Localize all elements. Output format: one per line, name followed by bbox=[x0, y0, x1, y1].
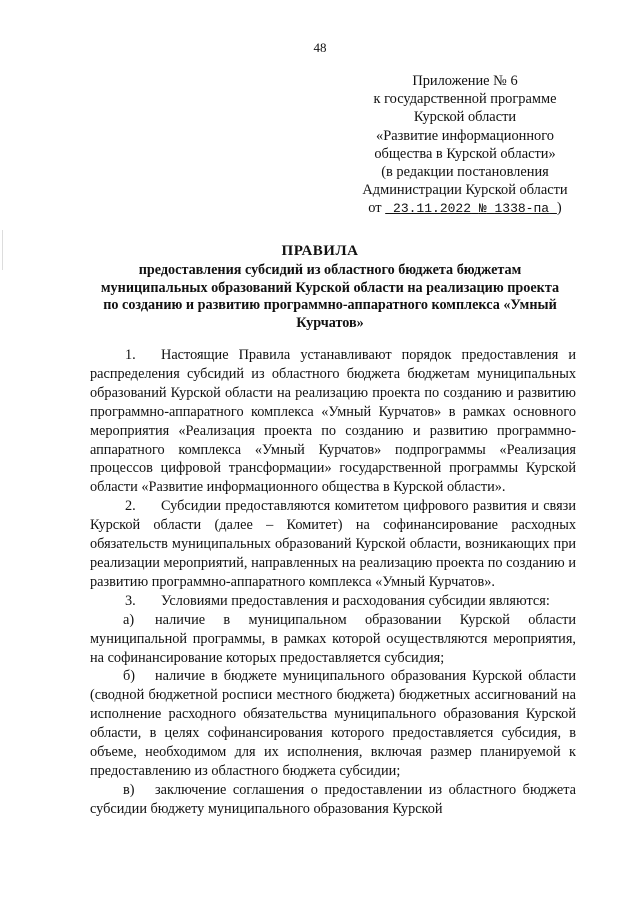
closing-paren: ) bbox=[556, 200, 562, 217]
subtitle-line: предоставления субсидий из областного бюджета бюджетам bbox=[138, 262, 522, 278]
page-number: 48 bbox=[313, 40, 327, 55]
date-prefix: от bbox=[368, 200, 382, 217]
number-prefix: № bbox=[478, 201, 487, 217]
subtitle-line: Курчатов» bbox=[296, 314, 364, 331]
appendix-line: к государственной программе bbox=[373, 91, 557, 108]
subparagraph-v bbox=[90, 781, 576, 819]
paragraph-marker: 2. bbox=[125, 498, 136, 515]
paragraph-1 bbox=[90, 346, 576, 497]
appendix-header bbox=[330, 72, 600, 219]
appendix-line: «Развитие информационного bbox=[376, 127, 554, 144]
subtitle-line: муниципальных образований Курской области на реализацию проекта bbox=[100, 279, 560, 296]
paragraph-text: Условиями предоставления и расходования субсидии являются: bbox=[161, 592, 550, 609]
subparagraph-text: наличие в бюджете муниципального образования Курской области (сводной бюджетной росписи местного бюджета) бюджетных ассигнований на исполнение расходного обязательства муниципального образования Курской области, в целях софинансирования которого предоставляется субсидия, в объеме, необходимом для их исполнения, включая размер планируемой к предоставлению из областного бюджета субсидии; bbox=[90, 668, 576, 779]
subparagraph-marker: б) bbox=[123, 668, 136, 685]
document-title: ПРАВИЛА bbox=[281, 243, 359, 259]
subparagraph-text: наличие в муниципальном образовании Курской области муниципальной программы, в рамках которой осуществляются мероприятия, на софинансирование которых предоставляется субсидия; bbox=[90, 611, 576, 666]
paragraph-2 bbox=[90, 497, 576, 592]
number-value: 1338-па bbox=[494, 201, 550, 217]
subparagraph-marker: в) bbox=[123, 781, 135, 798]
appendix-line: Администрации Курской области bbox=[362, 182, 568, 199]
appendix-line: общества в Курской области» bbox=[374, 145, 556, 162]
paragraph-text: Субсидии предоставляются комитетом цифрового развития и связи Курской области (далее – Комитет) на софинансирование расходных обязательств муниципальных образований Курской области, возникающих при реализации мероприятий, направленных на реализацию проекта по созданию и развитию программно-аппаратного комплекса «Умный Курчатов». bbox=[90, 498, 576, 590]
appendix-line: Приложение № 6 bbox=[412, 73, 518, 89]
subtitle-line: по созданию и развитию программно-аппаратного комплекса «Умный bbox=[103, 297, 557, 313]
subparagraph-a bbox=[90, 611, 576, 668]
paragraph-marker: 1. bbox=[125, 347, 136, 363]
paragraph-text: Настоящие Правила устанавливают порядок предоставления и распределения субсидий из областного бюджета бюджетам муниципальных образований Курской области на реализацию проекта по созданию и развитию программно-аппаратного комплекса «Умный Курчатов» в рамках основного мероприятия «Реализация проекта по созданию и развитию программно-аппаратного комплекса «Умный Курчатов» подпрограммы «Реализация процессов цифровой трансформации» государственной программы Курской области «Развитие информационного общества в Курской области». bbox=[90, 347, 576, 496]
date-value: 23.11.2022 bbox=[393, 201, 472, 217]
subparagraph-text: заключение соглашения о предоставлении из областного бюджета субсидии бюджету муниципального образования Курской bbox=[90, 781, 576, 817]
document-subtitle bbox=[90, 262, 570, 332]
appendix-line: (в редакции постановления bbox=[381, 164, 549, 181]
paragraph-3 bbox=[90, 592, 576, 611]
subparagraph-b bbox=[90, 667, 576, 780]
document-body bbox=[90, 346, 576, 819]
appendix-line: Курской области bbox=[413, 109, 517, 126]
subparagraph-marker: а) bbox=[123, 611, 135, 628]
appendix-date-line bbox=[330, 199, 600, 218]
paragraph-marker: 3. bbox=[125, 592, 136, 609]
